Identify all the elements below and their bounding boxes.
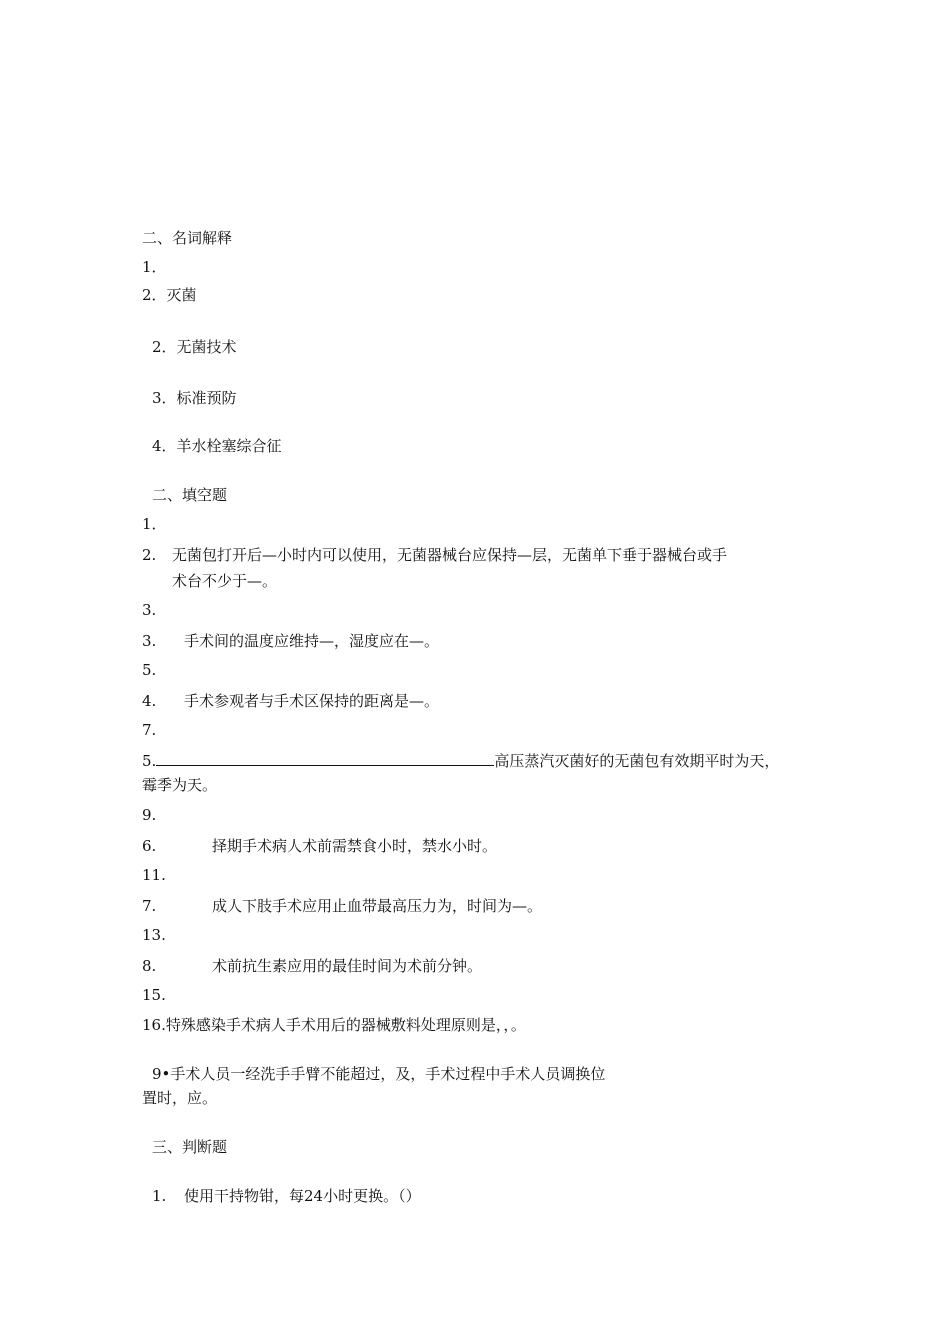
list-number: 15. (142, 986, 166, 1004)
question-text: 成人下肢手术应用止血带最高压力为，时间为—。 (212, 897, 543, 915)
list-item: 2．无菌技术 (152, 338, 237, 356)
question-text: 手术参观者与手术区保持的距离是—。 (184, 692, 440, 710)
question-number: 7. (142, 897, 157, 915)
list-item: 2．灭菌 (142, 286, 197, 304)
section-heading-fill: 二、填空题 (152, 486, 228, 504)
list-number: 3. (142, 601, 157, 619)
section-heading-judge: 三、判断题 (152, 1138, 228, 1156)
question-text: 使用干持物钳，每24小时更换。（） (184, 1187, 421, 1205)
list-number: 9. (142, 806, 157, 824)
question-text: 择期手术病人术前需禁食小时，禁水小时。 (212, 837, 498, 855)
question-row (142, 751, 779, 771)
question-text: 9•手术人员一经洗手手臂不能超过，及，手术过程中手术人员调换位 (152, 1065, 606, 1083)
question-number: 5. (142, 752, 157, 770)
list-number: 1． (142, 515, 167, 533)
list-item: 4．羊水栓塞综合征 (152, 437, 282, 455)
question-number: 8. (142, 957, 157, 975)
list-item: 3．标准预防 (152, 389, 237, 407)
list-number: 13. (142, 926, 166, 944)
question-number: 2. (142, 546, 157, 564)
question-number: 1. (152, 1187, 167, 1205)
list-number: 7. (142, 721, 157, 739)
section-heading-terms: 二、名词解释 (142, 229, 233, 247)
question-text: 手术间的温度应维持—，湿度应在—。 (184, 632, 440, 650)
question-text: 术台不少于—。 (172, 572, 278, 590)
question-text: 置时，应。 (142, 1089, 218, 1107)
question-text: 术前抗生素应用的最佳时间为术前分钟。 (212, 957, 483, 975)
question-number: 3. (142, 632, 157, 650)
question-text: 无菌包打开后—小时内可以使用，无菌器械台应保持—层，无菌单下垂于器械台或手 (172, 546, 728, 564)
question-text: 霉季为天。 (142, 776, 218, 794)
question-number: 6. (142, 837, 157, 855)
list-number: 11. (142, 866, 166, 884)
list-number: 5. (142, 661, 157, 679)
answer-blank-line (156, 751, 494, 766)
question-text: 16.特殊感染手术病人手术用后的器械敷料处理原则是，，。 (142, 1016, 526, 1034)
question-number: 4. (142, 692, 157, 710)
question-text: 高压蒸汽灭菌好的无菌包有效期平时为天， (494, 752, 780, 770)
list-item: 1． (142, 258, 167, 276)
